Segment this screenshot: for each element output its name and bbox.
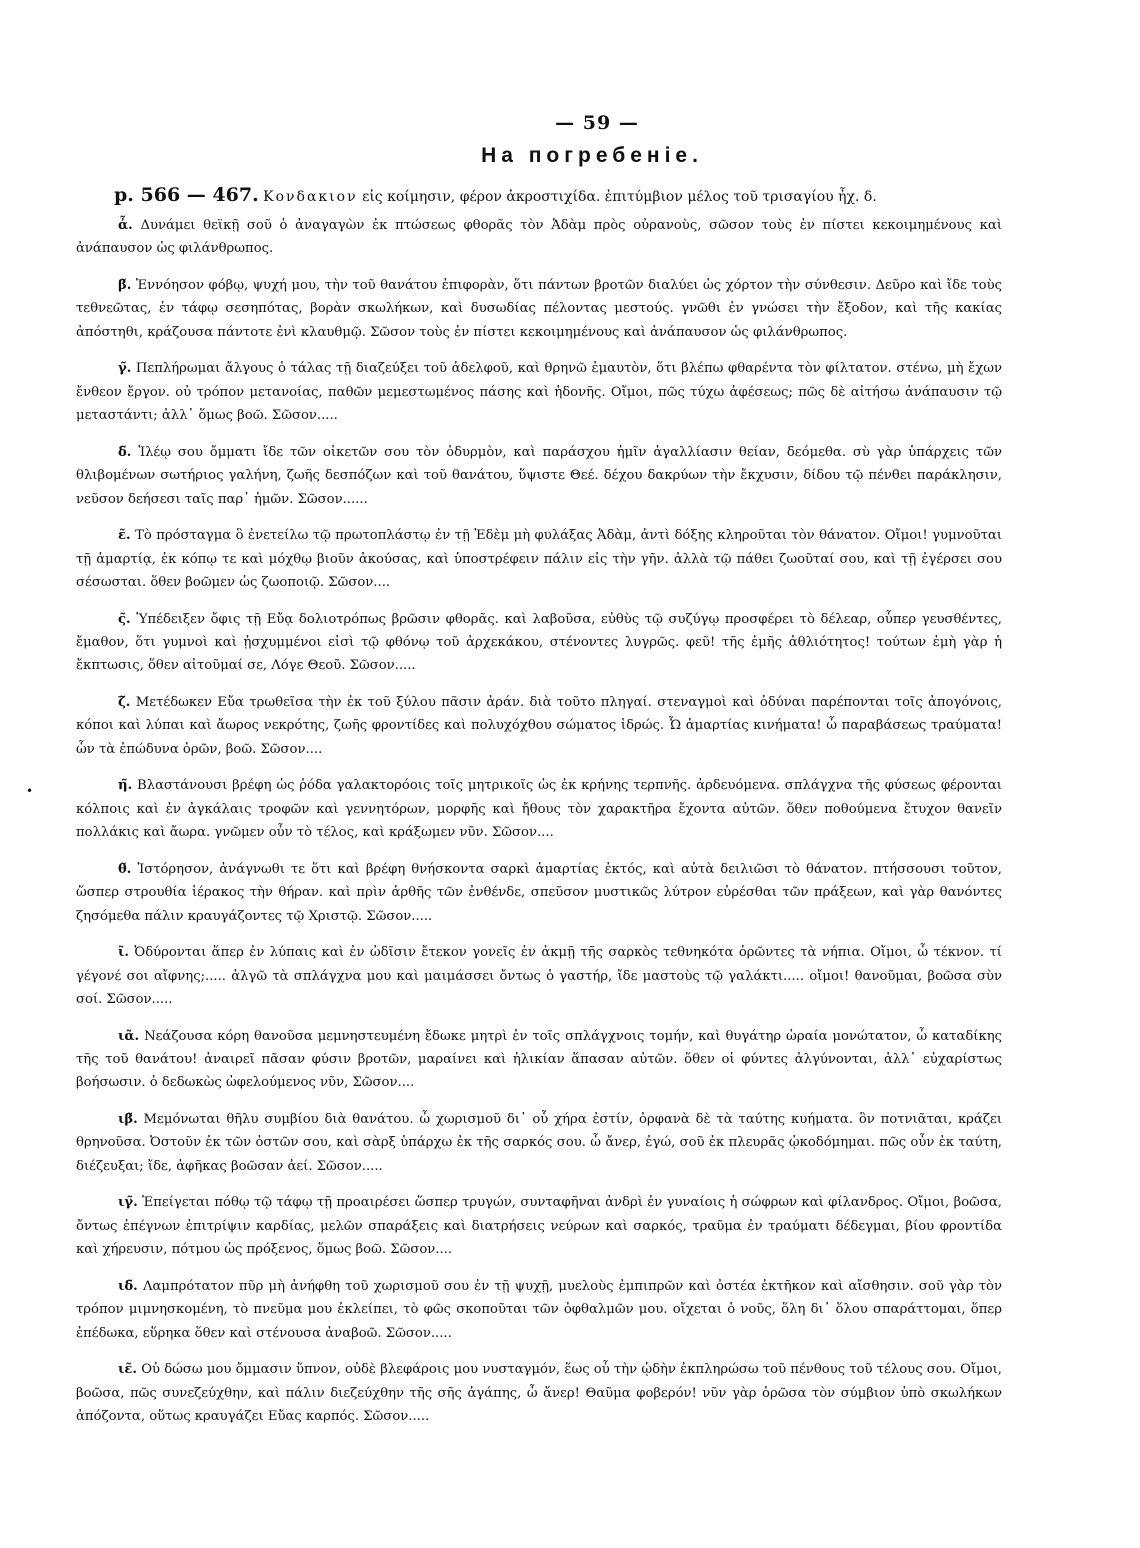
kondakion-label: Κονδακιον: [263, 189, 358, 205]
stanza-text: Ἐπείγεται πόθῳ τῷ τάφῳ τῇ προαιρέσει ὥσπερ τρυγών, συνταφῆναι ἀνδρὶ ἐν γυναίοις ἡ σώφρων καὶ φίλανδρος. Οἴμοι, βοῶσα, ὄντως ἐπέγνων ἐπιτρίψιν καρδίας, μελῶν σπαράξεις καὶ διατρήσεις νεύρων καὶ σαρκός, τραῦμα ἐν τραύματι δέδεγμαι, βίου φροντίδα καὶ χήρευσιν, πότμου ὡς πρόξενος, ὅμως βοῶ. Σῶσον....: [76, 1195, 1002, 1258]
stanza-number: η̃.: [118, 778, 133, 794]
stanza-text: Δυνάμει θεϊκῇ σοῦ ὁ ἀναγαγὼν ἐκ πτώσεως φθορᾶς τὸν Ἀδὰμ πρὸς οὐρανοὺς, σῶσον τοὺς ἐν πίστει κεκοιμημένους καὶ ἀνάπαυσον ὡς φιλάνθρωπος.: [76, 218, 1002, 257]
reference-description: εἰς κοίμησιν, φέρον ἀκροστιχίδα. ἐπιτύμβιον μέλος τοῦ τρισαγίου ἦχ. δ.: [362, 189, 877, 205]
stanza-number: δ̃.: [118, 444, 132, 460]
stanza-1: [76, 214, 1002, 261]
stanza-3: [76, 357, 1002, 427]
stanza-text: Ἱστόρησον, ἀνάγνωθι τε ὅτι καὶ βρέφη θνήσκοντα σαρκὶ ἁμαρτίας ἐκτός, καὶ αὐτὰ δειλιῶσι τὸ θάνατον. πτήσσουσι τοῦτον, ὥσπερ στρουθία ἱέρακος τὴν θήραν. καὶ πρὶν ἀρθῆς τῶν ἐνθένδε, σπεῦσον μυστικῶς λύτρον εὑρέσθαι τῶν πράξεων, καὶ γὰρ θανόντες ζησόμεθα πάλιν κραυγάζοντες τῷ Χριστῷ. Σῶσον.....: [76, 861, 1002, 924]
stanza-15: [76, 1358, 1002, 1428]
stanza-number: ζ̃.: [118, 695, 131, 711]
margin-mark: •: [26, 784, 34, 798]
stanza-text: Οὐ δώσω μου ὄμμασιν ὕπνον, οὐδὲ βλεφάροις μου νυσταγμόν, ἕως οὗ τὴν ᾠδὴν ἐκπληρώσω τοῦ πένθους τοῦ τέλους σου. Οἴμοι, βοῶσα, πῶς συνεζεύχθην, καὶ πάλιν διεζεύχθην τῆς σῆς ἀγάπης, ὦ ἄνερ! Θαῦμα φοβερόν! νῦν γὰρ ὁρῶσα τὸν σύμβιον ὑπὸ σκωλήκων ἀπόζοντα, οὕτως κραυγάζει Εὔας καρπός. Σῶσον.....: [76, 1362, 1002, 1425]
stanza-number: ἆ.: [118, 218, 133, 233]
stanza-4: [76, 441, 1002, 511]
stanza-5: [76, 524, 1002, 594]
stanza-text: Βλαστάνουσι βρέφη ὡς ῥόδα γαλακτορόοις τοῖς μητρικοῖς ὡς ἐκ κρήνης τερπνῆς. ἀρδευόμενα. σπλάγχνα τῆς φύσεως φέρονται κόλποις καὶ ἐν ἀγκάλαις τροφῶν καὶ γεννητόρων, μορφῆς καὶ ἤθους τὸν χαρακτῆρα ἔχοντα αὐτῶν. ὅθεν ποθούμενα ἔτυχον θανεῖν πολλάκις καὶ ἄωρα. γνῶμεν οὖν τὸ τέλος, καὶ κράξωμεν νῦν. Σῶσον....: [76, 778, 1002, 841]
stanza-number: ιδ̃.: [118, 1278, 138, 1294]
stanza-13: [76, 1191, 1002, 1261]
stanza-number: ιβ̃.: [118, 1112, 138, 1128]
stanza-number: ιᾶ.: [118, 1028, 140, 1044]
stanza-text: Ὀδύρονται ἅπερ ἐν λύπαις καὶ ἐν ὠδῖσιν ἔτεκον γονεῖς ἐν ἀκμῇ τῆς σαρκὸς τεθνηκότα ὁρῶντες τὰ νήπια. Οἴμοι, ὦ τέκνον. τί γέγονέ σοι αἴφνης;..... ἀλγῶ τὰ σπλάγχνα μου καὶ μαιμάσσει ὄντως ὁ γαστήρ, ἴδε μαστοὺς τῷ γαλάκτι..... οἴμοι! θανοῦμαι, βοῶσα σὺν σοί. Σῶσον.....: [76, 945, 1002, 1008]
document-page: [72, 112, 1082, 1442]
stanza-text: Ἱλέῳ σου ὄμματι ἴδε τῶν οἰκετῶν σου τὸν ὀδυρμὸν, καὶ παράσχου ἡμῖν ἀγαλλίασιν θείαν, δεόμεθα. σὺ γὰρ ὑπάρχεις τῶν θλιβομένων σωτήριος γαλήνη, ζωῆς δεσπόζων καὶ τοῦ θανάτου, ὕψιστε Θεέ. δέχου δακρύων τὴν ἔκχυσιν, δίδου τῷ πένθει παράκλησιν, νεῦσον δεήσεσι ταῖς παρ᾽ ἡμῶν. Σῶσον......: [76, 444, 1002, 507]
page-title: На погребеніе.: [481, 144, 703, 167]
stanza-number: ιγ̃.: [118, 1195, 138, 1211]
stanza-14: [76, 1275, 1002, 1345]
hymn-reference: [114, 184, 1082, 206]
stanza-number: ς̃.: [118, 611, 131, 627]
stanza-text: Λαμπρότατον πῦρ μὴ ἀνήφθη τοῦ χωρισμοῦ σου ἐν τῇ ψυχῇ, μυελοὺς ἐμπιπρῶν καὶ ὀστέα ἐκτῆκον καὶ αἴσθησιν. σοῦ γὰρ τὸν τρόπον μιμνησκομένη, τὸ πνεῦμα μου ἐκλείπει, τὸ φῶς σκοποῦται τῶν ὀφθαλμῶν μου. οἴχεται ὁ νοῦς, ὅλη δι᾽ ὅλου σπαράττομαι, ὅπερ ἐπέδωκα, εὕρηκα ὅθεν καὶ στένουσα ἀναβοῶ. Σῶσον.....: [76, 1278, 1002, 1341]
reference-number: р. 566 — 467.: [114, 184, 259, 206]
stanza-text: Πεπλήρωμαι ἄλγους ὁ τάλας τῇ διαζεύξει τοῦ ἀδελφοῦ, καὶ θρηνῶ ἐμαυτὸν, ὅτι βλέπω φθαρέντα τὸν φίλτατον. στένω, μὴ ἔχων ἔνθεον ἔργον. οὐ τρόπον μετανοίας, παθῶν μεμεστωμένος πάσης καὶ ἡδονῆς. Οἴμοι, πῶς τύχω ἀφέσεως; πῶς δὲ αἰτήσω ἀνάπαυσιν τῷ μεταστάντι; ἀλλ᾽ ὅμως βοῶ. Σῶσον.....: [76, 361, 1002, 424]
stanza-6: [76, 608, 1002, 678]
stanza-text: Μεμόνωται θῆλυ συμβίου διὰ θανάτου. ὦ χωρισμοῦ δι᾽ οὗ χήρα ἐστίν, ὀρφανὰ δὲ τὰ ταύτης κυήματα. ὃν ποτνιᾶται, κράζει θρηνοῦσα. Ὀστοῦν ἐκ τῶν ὀστῶν σου, καὶ σὰρξ ὑπάρχω ἐκ τῆς σαρκός σου. ὦ ἄνερ, ἐγώ, σοῦ ἐκ πλευρᾶς ᾠκοδόμημαι. πῶς οὖν ἐκ ταύτη, διέζευξαι; ἴδε, ἀφῆκας βοῶσαν ἀεί. Σῶσον.....: [76, 1112, 1002, 1174]
stanza-12: [76, 1108, 1002, 1178]
stanza-text: Ἐννόησον φόβῳ, ψυχή μου, τὴν τοῦ θανάτου ἐπιφορὰν, ὅτι πάντων βροτῶν διαλύει ὡς χόρτον τὴν σύνθεσιν. Δεῦρο καὶ ἴδε τοὺς τεθνεῶτας, ἐν τάφῳ σεσηπότας, βορὰν σκωλήκων, καὶ δυσωδίας πέλοντας μεστούς. γνῶθι ἐν γνώσει τὴν ἔξοδον, καὶ τῆς κακίας ἀπόστηθι, κράζουσα πάντοτε ἐνὶ κλαυθμῷ. Σῶσον τοὺς ἐν πίστει κεκοιμημένους καὶ ἀνάπαυσον ὡς φιλάνθρωπος.: [76, 278, 1002, 340]
stanza-list: [72, 214, 1082, 1429]
stanza-11: [76, 1025, 1002, 1095]
stanza-10: [76, 941, 1002, 1011]
stanza-8: [76, 774, 1002, 844]
stanza-number: ιε̃.: [118, 1362, 137, 1378]
stanza-text: Τὸ πρόσταγμα ὃ ἐνετείλω τῷ πρωτοπλάστῳ ἐν τῇ Ἐδὲμ μὴ φυλάξας Ἀδὰμ, ἀντὶ δόξης κληροῦται τὸν θάνατον. Οἴμοι! γυμνοῦται τῇ ἁμαρτίᾳ, ἐκ κόπῳ τε καὶ μόχθῳ βιοῦν ἀκούσας, καὶ ὑποστρέφειν πάλιν εἰς τὴν γῆν. ἀλλὰ τῷ πάθει ζωοῦταί σου, καὶ τῇ ἐγέρσει σου σέσωσται. ὅθεν βοῶμεν ὡς ζωοποιῷ. Σῶσον....: [76, 528, 1002, 591]
stanza-2: [76, 274, 1002, 344]
stanza-number: ι̃.: [118, 945, 129, 961]
stanza-number: θ̃.: [118, 861, 132, 877]
stanza-text: Ὑπέδειξεν ὄφις τῇ Εὔᾳ δολιοτρόπως βρῶσιν φθορᾶς. καὶ λαβοῦσα, εὐθὺς τῷ συζύγῳ προσφέρει τὸ δέλεαρ, οὗπερ γευσθέντες, ἔμαθον, ὅτι γυμνοὶ καὶ ᾐσχυμμένοι εἰσὶ τῷ φθόνῳ τοῦ ἀρχεκάκου, στένοντες λυγρῶς. φεῦ! τῆς ἐμῆς ἀθλιότητος! τούτων ἐμὴ γὰρ ἡ ἔκπτωσις, ὅθεν αἰτοῦμαί σε, Λόγε Θεοῦ. Σῶσον.....: [76, 611, 1002, 674]
stanza-9: [76, 858, 1002, 928]
page-number: — 59 —: [555, 112, 639, 134]
stanza-number: γ̃.: [118, 361, 132, 377]
stanza-number: ε̃.: [118, 528, 131, 544]
stanza-7: [76, 691, 1002, 761]
stanza-text: Μετέδωκεν Εὔα τρωθεῖσα τὴν ἐκ τοῦ ξύλου πᾶσιν ἀράν. διὰ τοῦτο πληγαί. στεναγμοὶ καὶ ὀδύναι παρέπονται τοῖς ἀπογόνοις, κόποι καὶ λύπαι καὶ ἄωρος νεκρότης, ζωῆς φροντίδες καὶ πολυχόχθου σώματος ἱδρώς. Ὦ ἁμαρτίας κινήματα! ὦ παραβάσεως τραύματα! ὧν τὰ ἐπώδυνα ὁρῶν, βοῶ. Σῶσον....: [76, 695, 1002, 757]
stanza-number: β̃.: [118, 278, 132, 293]
stanza-text: Νεάζουσα κόρη θανοῦσα μεμνηστευμένη ἔδωκε μητρὶ ἐν τοῖς σπλάγχνοις τομήν, καὶ θυγάτηρ ὡραία μονώτατον, ὦ καταδίκης τῆς τοῦ θανάτου! ἀναιρεῖ πᾶσαν φύσιν βροτῶν, μαραίνει καὶ ἡλικίαν ἅπασαν αὐτῶν. ὅθεν οἱ φύντες ἀλγύνονται, ἀλλ᾽ εὐχαρίστως βοήσωσιν. ὁ δεδωκὼς ὠφελούμενος νῦν, Σῶσον....: [76, 1028, 1002, 1091]
